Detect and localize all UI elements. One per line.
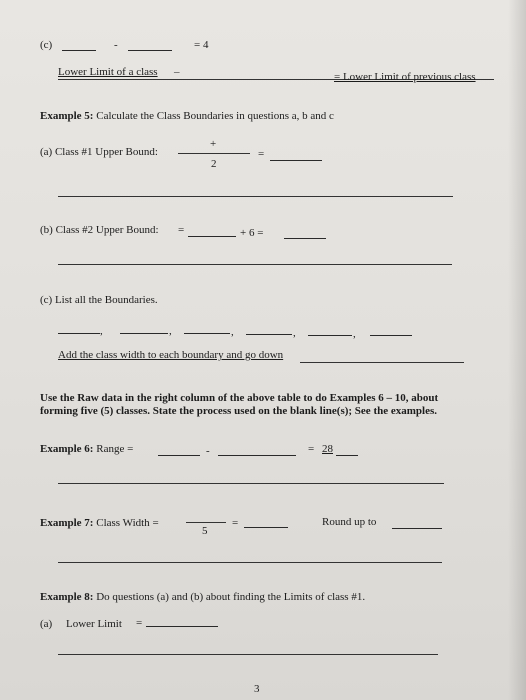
example-8-heading: Example 8: [40, 591, 94, 603]
process-line[interactable] [58, 654, 438, 655]
boundary-blank[interactable] [370, 335, 412, 336]
process-line[interactable] [58, 196, 453, 197]
minus-sign: - [206, 445, 210, 457]
equals-sign: = [308, 443, 315, 455]
page-edge-shadow [508, 0, 526, 700]
example-6-line [40, 443, 133, 456]
denominator-five: 5 [202, 525, 208, 537]
boundary-blank[interactable] [184, 333, 230, 334]
answer-blank[interactable] [218, 455, 296, 456]
boundary-blank[interactable] [308, 335, 352, 336]
answer-blank[interactable] [270, 160, 322, 161]
equals-sign: = [232, 517, 239, 529]
boundary-blank[interactable] [246, 334, 292, 335]
process-line[interactable] [58, 562, 442, 563]
comma: , [231, 326, 234, 338]
equals-sign: = [258, 148, 265, 160]
lower-limit-label: Lower Limit [66, 618, 122, 630]
example-8a-label: (a) [40, 618, 53, 630]
process-line[interactable] [58, 483, 444, 484]
equals-sign: = [178, 224, 185, 236]
answer-blank[interactable] [336, 455, 358, 456]
fraction-bar[interactable] [186, 522, 226, 523]
example-7-line [40, 517, 159, 530]
comma: , [169, 325, 172, 337]
range-answer: 28 [322, 443, 333, 455]
example-5b-label: (b) Class #2 Upper Bound: [40, 224, 159, 236]
comma: , [353, 328, 356, 340]
equals-sign: = [127, 443, 134, 455]
blank-line [128, 50, 172, 51]
answer-blank[interactable] [146, 626, 218, 627]
equals-four: = 4 [194, 39, 209, 51]
lower-limit-class-label: Lower Limit of a class [58, 66, 158, 78]
example-7-heading: Example 7: [40, 517, 94, 529]
fraction-bar [178, 153, 250, 154]
example-5a-label: (a) Class #1 Upper Bound: [40, 146, 158, 158]
example-8-text: Do questions (a) and (b) about finding the Limits of class #1. [96, 591, 366, 603]
instruction-line-1: Use the Raw data in the right column of the above table to do Examples 6 – 10, about [40, 392, 439, 404]
page-number: 3 [254, 683, 260, 695]
example-6-heading: Example 6: [40, 443, 94, 455]
example-7-text: Class Width [96, 517, 150, 529]
process-line[interactable] [58, 264, 452, 265]
comma: , [100, 325, 103, 337]
round-up-label: Round up to [322, 516, 377, 528]
part-c-label: (c) [40, 39, 53, 51]
denominator-two: 2 [211, 158, 217, 170]
instruction-line-2: forming five (5) classes. State the process used on the blank line(s); See the examples. [40, 405, 437, 417]
answer-blank[interactable] [392, 528, 442, 529]
answer-blank[interactable] [188, 236, 236, 237]
answer-blank[interactable] [158, 455, 200, 456]
boundary-blank[interactable] [58, 333, 100, 334]
blank-line [62, 50, 96, 51]
equals-sign: = [152, 517, 159, 529]
lower-limit-previous-label: = Lower Limit of previous class [334, 71, 476, 83]
answer-blank[interactable] [244, 527, 288, 528]
example-8-line [40, 591, 365, 604]
example-5c-label: (c) List all the Boundaries. [40, 294, 158, 306]
boundary-blank[interactable] [120, 333, 168, 334]
equals-sign: = [136, 617, 143, 629]
example-6-text: Range [96, 443, 125, 455]
example-5-heading: Example 5: [40, 110, 94, 122]
minus-sign: - [114, 39, 118, 51]
process-line[interactable] [300, 362, 464, 363]
plus-six-equals: + 6 = [240, 227, 264, 239]
comma: , [293, 327, 296, 339]
boundary-note: Add the class width to each boundary and go down [58, 349, 284, 361]
example-5-line [40, 110, 334, 123]
plus-sign: + [210, 138, 217, 150]
example-5-text: Calculate the Class Boundaries in questions a, b and c [96, 110, 334, 122]
answer-blank[interactable] [284, 238, 326, 239]
minus-sign: – [174, 66, 180, 78]
